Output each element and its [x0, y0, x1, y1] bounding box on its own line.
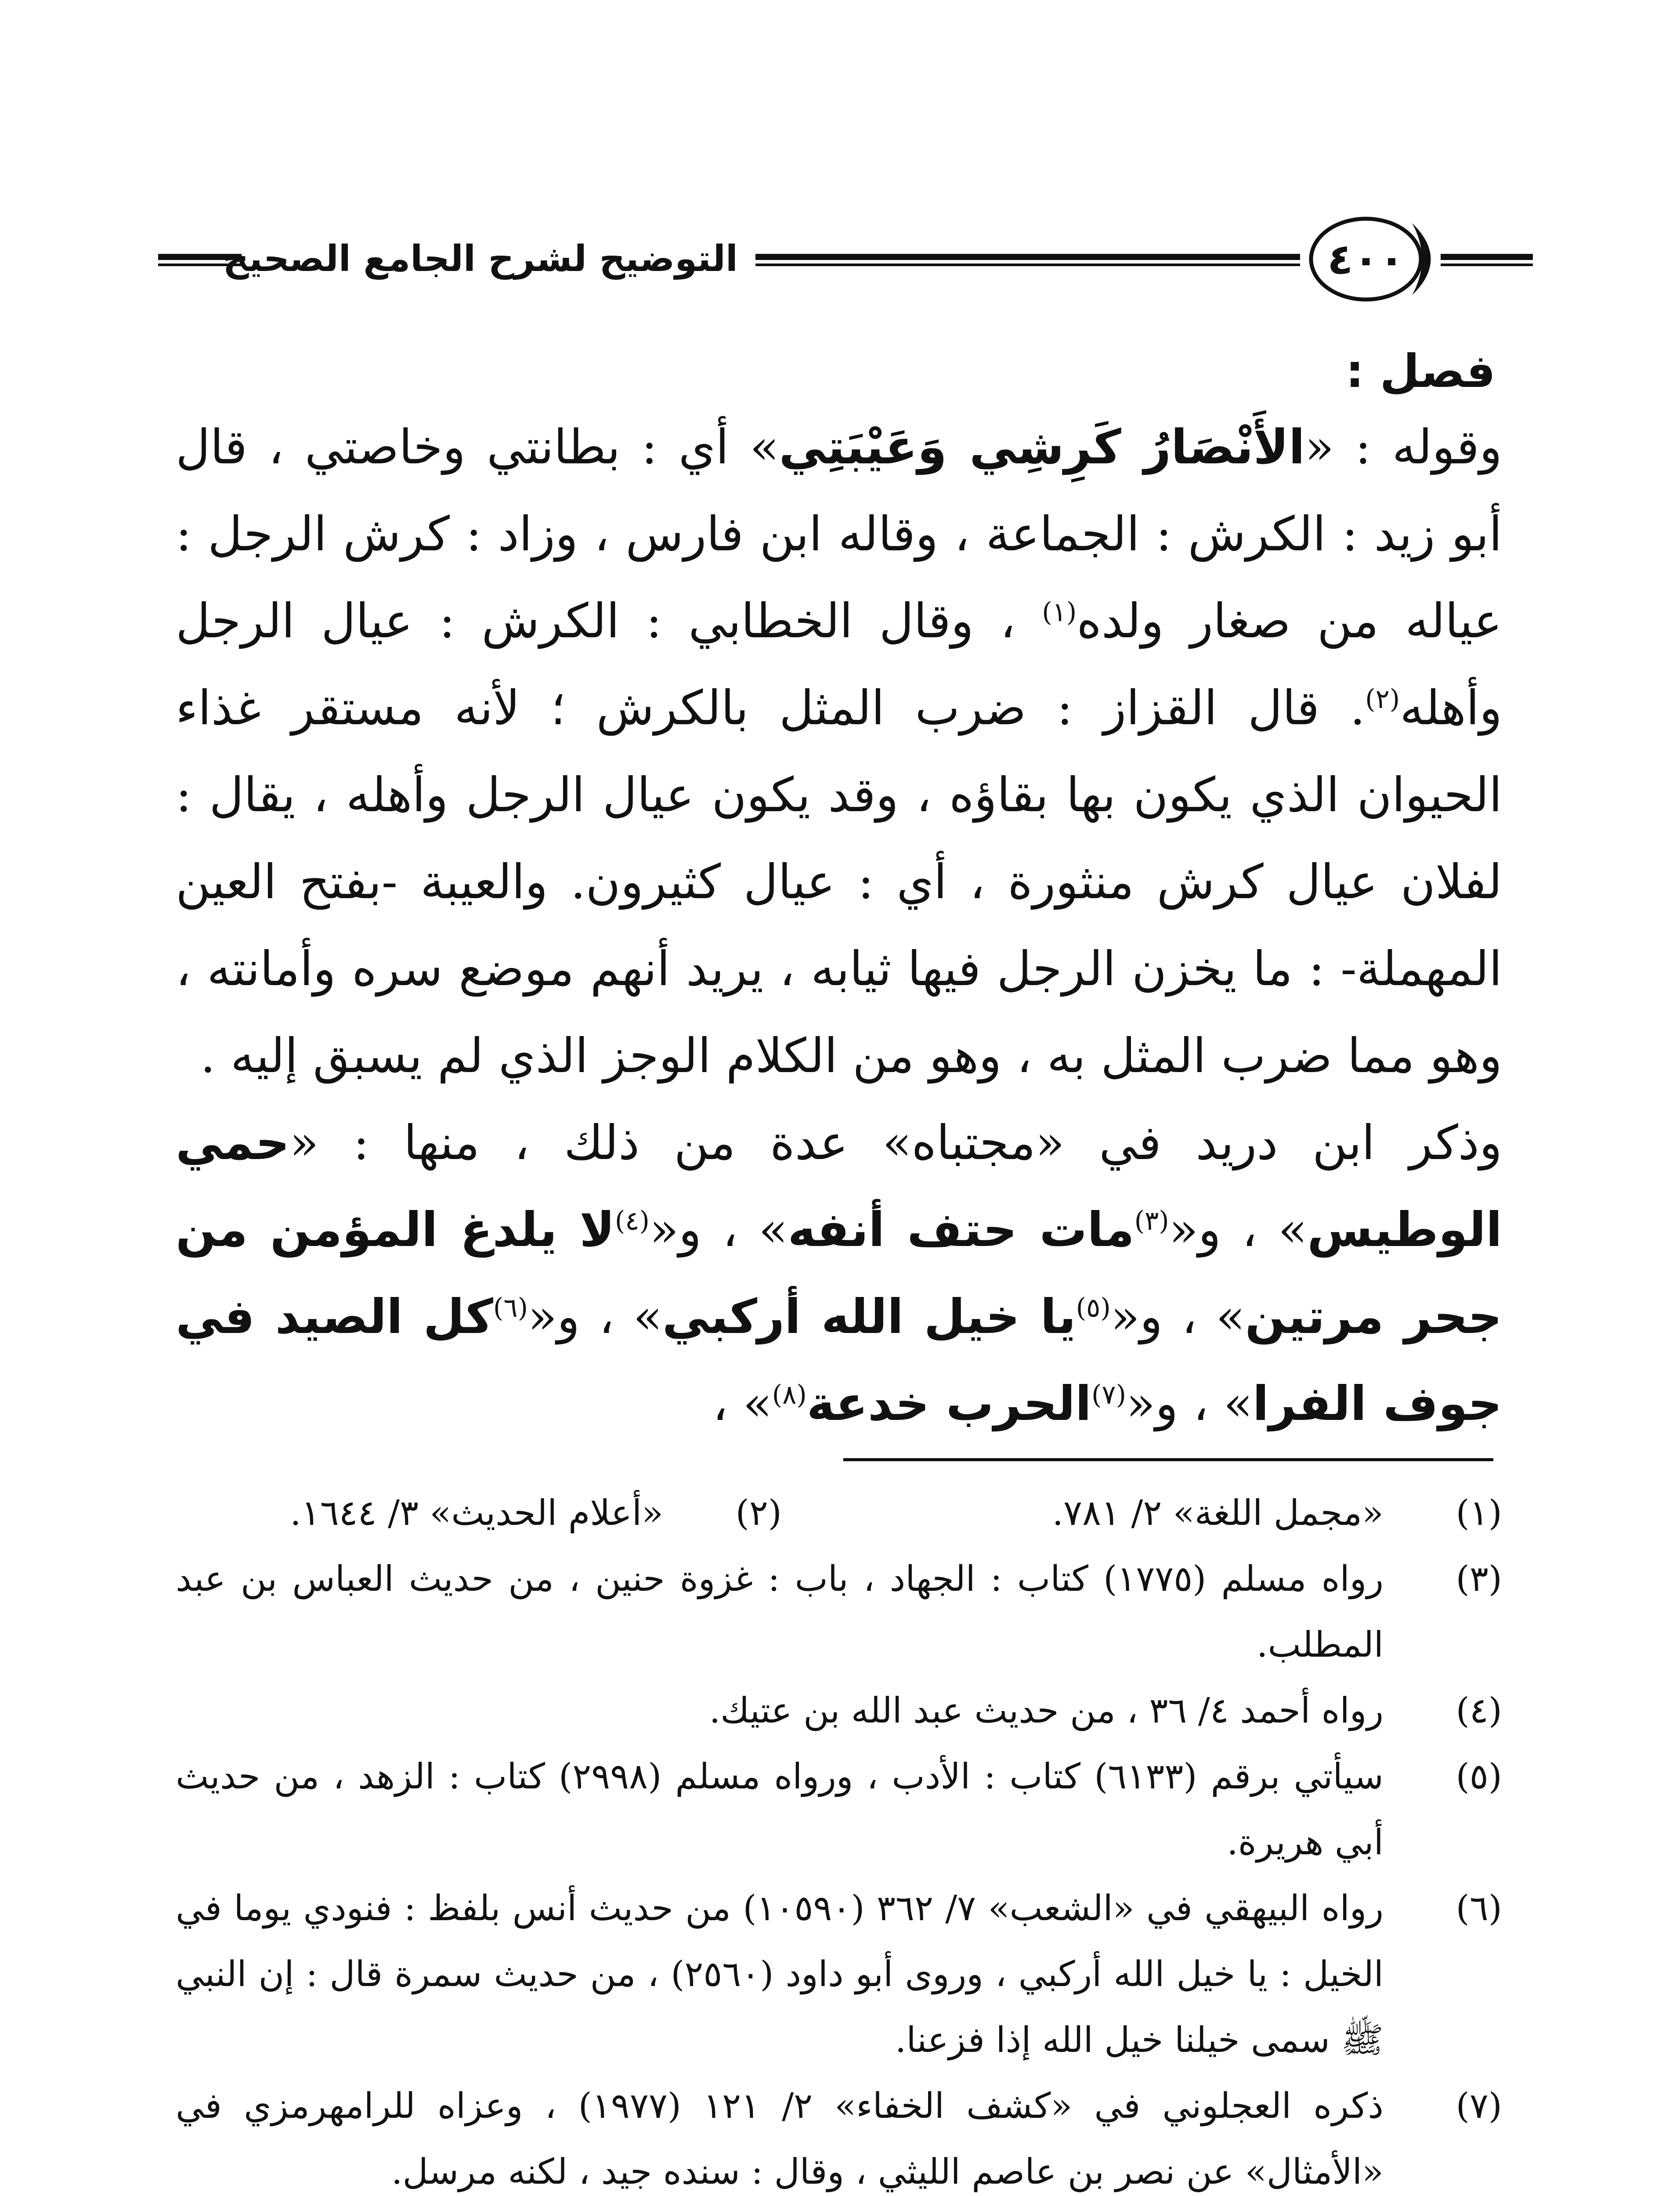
footnote-number: (٥) — [1456, 1756, 1502, 1797]
footnote-text: «مجمل اللغة» ٢/ ٧٨١. — [1052, 1492, 1384, 1533]
footnote-6 — [176, 1875, 1502, 2073]
footnote-3 — [176, 1546, 1502, 1678]
footnote-text: ذكره العجلوني في «كشف الخفاء» ٢/ ١٢١ (١٩٧٧) ، وعزاه للرامهرمزي في «الأمثال» عن نصر بن عاصم الليثي ، وقال : سنده جيد ، لكنه مرسل. — [176, 2085, 1384, 2192]
footnotes — [176, 1480, 1502, 2196]
text-run: وقوله : « — [1305, 420, 1502, 475]
footnote-1 — [725, 1480, 1502, 1546]
text-run: » ، — [712, 1376, 772, 1431]
proverb-quote: مات حتف أنفه — [788, 1203, 1134, 1257]
footnote-4 — [176, 1678, 1502, 1744]
footnote-number: (٣) — [1456, 1558, 1502, 1599]
header-rule-middle — [755, 254, 1300, 267]
footnote-text: رواه مسلم (١٧٧٥) كتاب : الجهاد ، باب : غزوة حنين ، من حديث العباس بن عبد المطلب. — [176, 1558, 1384, 1665]
page-header — [158, 206, 1533, 312]
proverb-quote: حمي الوطيس — [176, 1116, 1502, 1257]
footnote-text: رواه البيهقي في «الشعب» ٧/ ٣٦٢ (١٠٥٩٠) من حديث أنس بلفظ : فنودي يوما في الخيل : يا خيل الله أركبي ، وروى أبو داود (٢٥٦٠) ، من حديث سمرة قال : إن النبي ﷺ سمى خيلنا خيل الله إذا فزعنا. — [176, 1888, 1384, 2060]
footnote-5 — [176, 1744, 1502, 1875]
text-run: » ، و« — [527, 1289, 662, 1344]
footnote-separator — [843, 1458, 1493, 1461]
footnote-number: (٤) — [1456, 1690, 1502, 1731]
footnote-ref[interactable]: (١) — [1042, 597, 1077, 628]
footnote-ref[interactable]: (٨) — [772, 1380, 807, 1410]
text-run: » ، و« — [649, 1203, 788, 1257]
footnote-ref[interactable]: (٥) — [1076, 1293, 1111, 1323]
text-run: » أي : بطانتي وخاصتي ، قال أبو زيد : الكرش : الجماعة ، وقاله ابن فارس ، وزاد : كرش الرجل : عياله من صغار ولده — [176, 420, 1502, 649]
footnote-number: (٧) — [1456, 2085, 1502, 2126]
proverb-quote: يا خيل الله أركبي — [662, 1289, 1076, 1344]
footnote-row — [176, 1480, 1502, 1546]
paragraph-1 — [176, 404, 1502, 1100]
proverb-quote: الحرب خدعة — [806, 1376, 1091, 1431]
text-run: . قال القزاز : ضرب المثل بالكرش ؛ لأنه مستقر غذاء الحيوان الذي يكون بها بقاؤه ، وقد يكون عيال الرجل وأهله ، يقال : لفلان عيال كرش منثورة ، أي : عيال كثيرون. والعيبة -بفتح العين المهملة- : ما يخزن الرجل فيها ثيابه ، يريد أنهم موضع سره وأمانته ، وهو مما ضرب المثل به ، وهو من الكلام الوجز الذي لم يسبق إليه . — [176, 681, 1502, 1084]
footnote-ref[interactable]: (٧) — [1091, 1380, 1127, 1410]
proverb-quote: كل الصيد في جوف الفرا — [176, 1289, 1502, 1431]
main-text — [176, 404, 1502, 1448]
footnote-number: (١) — [1456, 1492, 1502, 1533]
footnote-text: سيأتي برقم (٦١٣٣) كتاب : الأدب ، ورواه مسلم (٢٩٩٨) كتاب : الزهد ، من حديث أبي هريرة. — [176, 1756, 1384, 1863]
hadith-quote: الأَنْصَارُ كَرِشِي وَعَيْبَتِي — [779, 420, 1305, 475]
footnote-number: (٢) — [735, 1492, 782, 1533]
footnote-7 — [176, 2073, 1502, 2196]
footnote-ref[interactable]: (٤) — [614, 1206, 650, 1236]
text-run: » ، و« — [1126, 1376, 1253, 1431]
paragraph-2 — [176, 1100, 1502, 1448]
footnote-2 — [57, 1480, 782, 1546]
footnote-text: «أعلام الحديث» ٣/ ١٦٤٤. — [290, 1492, 663, 1533]
footnote-ref[interactable]: (٣) — [1134, 1206, 1169, 1236]
running-title: التوضيح لشرح الجامع الصحيح — [223, 238, 738, 280]
text-run: » ، و« — [1169, 1203, 1308, 1257]
page-number: ٤٠٠ — [1327, 235, 1405, 284]
text-run: ، وقال الخطابي : الكرش : عيال الرجل وأهله — [176, 594, 1502, 736]
section-heading: فصل : — [1345, 344, 1496, 398]
footnote-ref[interactable]: (٢) — [1365, 684, 1400, 715]
page-number-badge — [1304, 211, 1445, 307]
footnote-text: رواه أحمد ٤/ ٣٦ ، من حديث عبد الله بن عتيك. — [709, 1690, 1384, 1731]
footnote-number: (٦) — [1456, 1888, 1502, 1929]
header-rule-right — [1441, 254, 1533, 267]
text-run: وذكر ابن دريد في «مجتباه» عدة من ذلك ، منها : « — [289, 1116, 1502, 1170]
footnote-ref[interactable]: (٦) — [493, 1293, 528, 1323]
proverb-quote: لا يلدغ المؤمن من جحر مرتين — [176, 1203, 1502, 1344]
text-run: » ، و« — [1110, 1289, 1245, 1344]
